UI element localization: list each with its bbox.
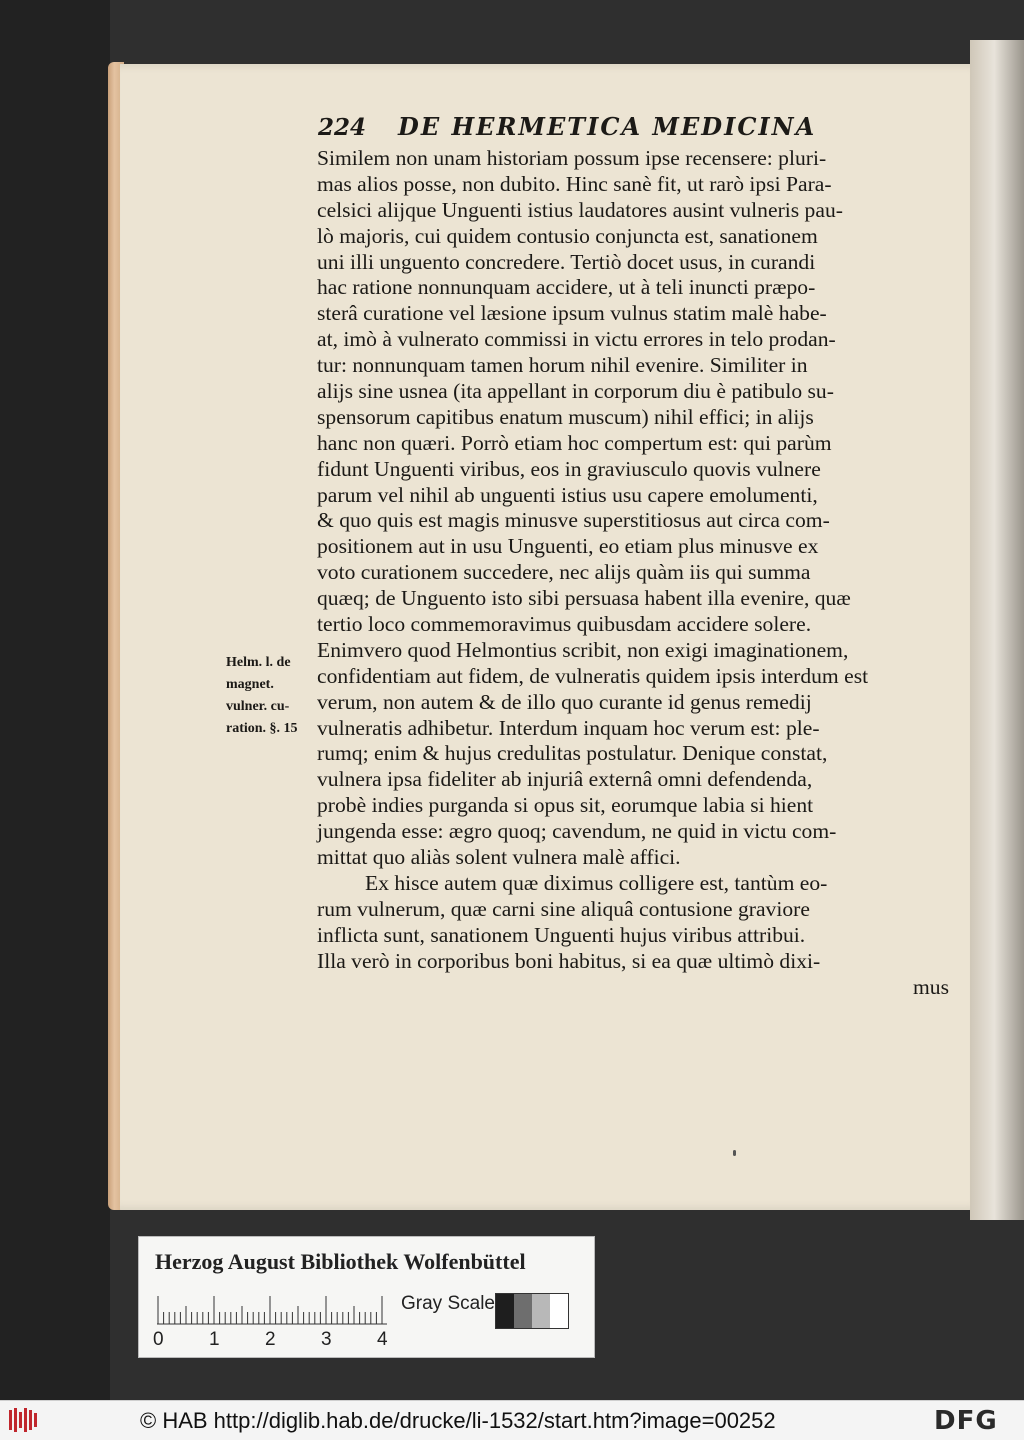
text-line: Enimvero quod Helmontius scribit, non exigi imaginationem, (317, 637, 849, 662)
text-line: at, imò à vulnerato commissi in victu errores in telo prodan- (317, 327, 836, 352)
ruler-label: 3 (321, 1329, 332, 1350)
marginal-note (226, 652, 322, 740)
text-line: & quo quis est magis minusve superstitiosus aut circa com- (317, 508, 830, 533)
text-line: tur: nonnunquam tamen horum nihil evenire. Similiter in (317, 353, 808, 378)
page-number: 224 (318, 114, 367, 141)
marginal-note-line: Helm. l. de (226, 655, 291, 670)
text-line: vulneratis adhibetur. Interdum inquam hoc verum est: ple- (317, 715, 820, 740)
body-text (317, 146, 949, 1000)
text-line: rum vulnerum, quæ carni sine aliquâ contusione graviore (317, 896, 810, 921)
text-line: parum vel nihil ab unguenti istius usu capere emolumenti, (317, 482, 818, 507)
hab-logo-icon (8, 1407, 38, 1433)
marginal-note-line: magnet. (226, 677, 274, 692)
text-line: uni illi unguento concredere. Tertiò docet usus, in curandi (317, 249, 816, 274)
ruler-labels (151, 1329, 411, 1351)
text-line: rumq; enim & hujus credulitas postulatur. Denique constat, (317, 741, 828, 766)
paper-speck (733, 1150, 736, 1156)
text-line: tertio loco commemoravimus quibusdam accidere solere. (317, 612, 812, 637)
text-line: alijs sine usnea (ita appellant in corporum diu è patibulo su- (317, 379, 834, 404)
text-line: fidunt Unguenti viribus, eos in graviusculo quovis vulnere (317, 456, 821, 481)
text-line: hanc non quæri. Porrò etiam hoc compertum est: qui parùm (317, 430, 832, 455)
footer-bar (0, 1400, 1024, 1440)
running-head-title: DE HERMETICA MEDICINA (398, 112, 817, 141)
text-line: mas alios posse, non dubito. Hinc sanè fit, ut rarò ipsi Para- (317, 171, 832, 196)
marginal-note-line: vulner. cu- (226, 699, 290, 714)
dfg-logo: DFG (934, 1406, 998, 1436)
text-line: lò majoris, cui quidem contusio conjuncta est, sanationem (317, 223, 818, 248)
running-head (318, 112, 838, 141)
gray-swatch (532, 1294, 550, 1328)
text-line: vulnera ipsa fideliter ab injuriâ externâ omni defendenda, (317, 767, 813, 792)
text-line: probè indies purganda si opus sit, eorumque labia si hient (317, 793, 814, 818)
gray-swatch (496, 1294, 514, 1328)
text-line: hac ratione nonnunquam accidere, ut à teli inuncti præpo- (317, 275, 816, 300)
card-title: Herzog August Bibliothek Wolfenbüttel (155, 1249, 526, 1274)
text-line: Ex hisce autem quæ diximus colligere est, tantùm eo- (365, 870, 828, 895)
scan-left-border (0, 0, 110, 1400)
text-line: quæq; de Unguento isto sibi persuasa habent illa evenire, quæ (317, 586, 851, 611)
text-line: celsici alijque Unguenti istius laudatores ausint vulneris pau- (317, 197, 843, 222)
grayscale-swatches (495, 1293, 569, 1329)
scale-card (138, 1236, 595, 1358)
ruler-label: 1 (209, 1329, 220, 1350)
book-gutter (970, 40, 1024, 1220)
ruler-label: 0 (153, 1329, 164, 1350)
footer-credit-link[interactable]: © HAB http://diglib.hab.de/drucke/li-1532/start.htm?image=00252 (140, 1408, 776, 1433)
text-line: Similem non unam historiam possum ipse recensere: pluri- (317, 146, 827, 170)
text-line: sterâ curatione vel læsione ipsum vulnus statim malè habe- (317, 301, 827, 326)
text-line: inflicta sunt, sanationem Unguenti hujus viribus attribui. (317, 922, 806, 947)
grayscale-label: Gray Scale (401, 1293, 495, 1314)
gray-swatch (514, 1294, 532, 1328)
text-line: spensorum capitibus enatum muscum) nihil effici; in alijs (317, 404, 814, 429)
gray-swatch (550, 1294, 568, 1328)
text-line: Illa verò in corporibus boni habitus, si ea quæ ultimò dixi- (317, 948, 821, 973)
ruler-label: 2 (265, 1329, 276, 1350)
text-line: confidentiam aut fidem, de vulneratis quidem ipsis interdum est (317, 663, 869, 688)
marginal-note-line: ration. §. 15 (226, 721, 298, 736)
text-line: mittat quo aliàs solent vulnera malè affici. (317, 845, 681, 870)
text-line: jungenda esse: ægro quoq; cavendum, ne quid in victu com- (317, 819, 837, 844)
text-line: verum, non autem & de illo quo curante id genus remedij (317, 689, 812, 714)
ruler-icon (157, 1295, 389, 1325)
text-line: mus (913, 974, 949, 999)
ruler-label: 4 (377, 1329, 388, 1350)
text-line: voto curationem succedere, nec alijs quàm iis qui summa (317, 560, 811, 585)
text-line: positionem aut in usu Unguenti, eo etiam plus minusve ex (317, 534, 819, 559)
